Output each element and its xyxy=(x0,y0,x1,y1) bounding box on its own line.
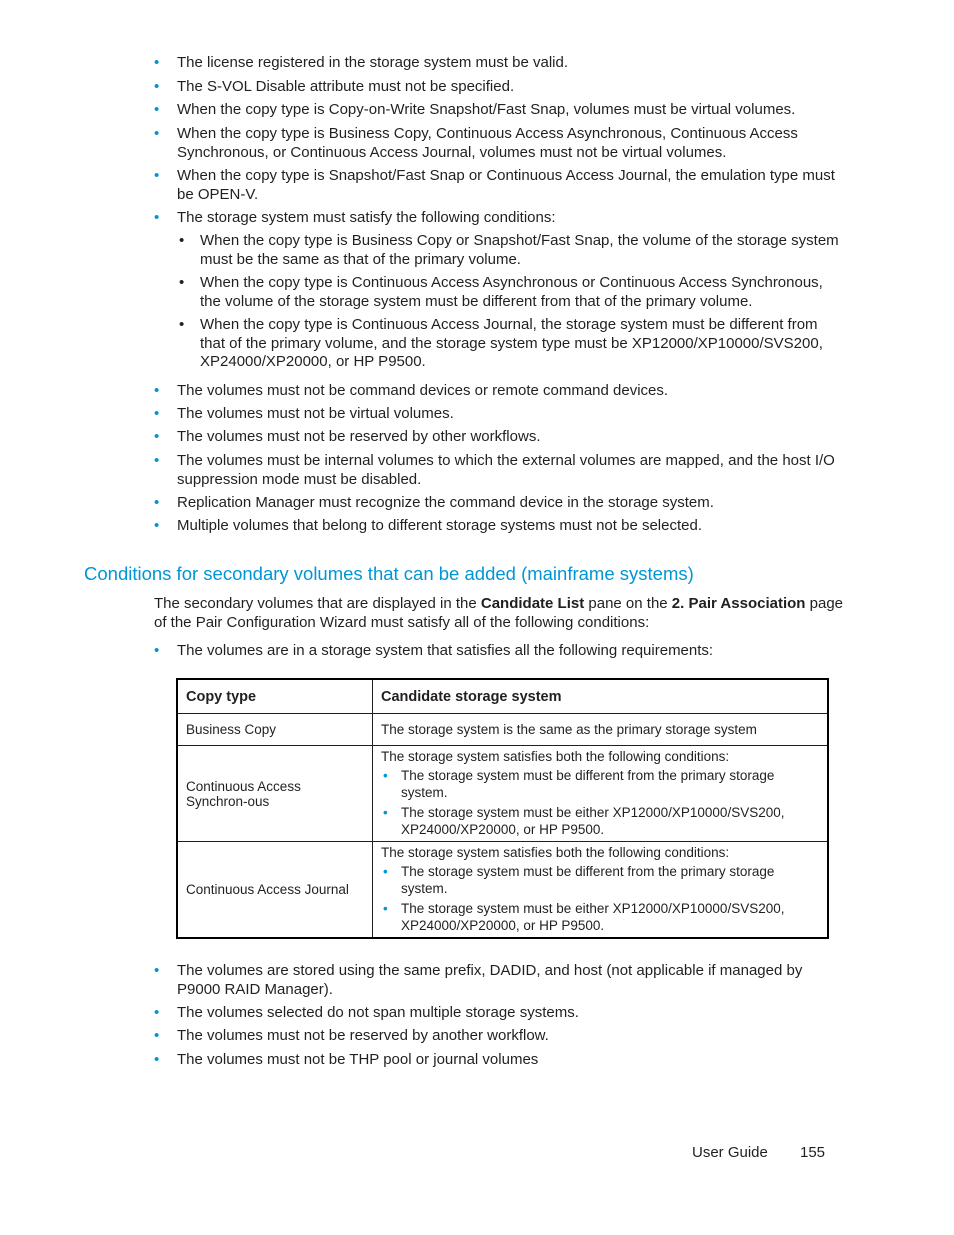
cell-lead-text: The storage system satisfies both the following conditions: xyxy=(381,845,730,860)
list-item: • The volumes must not be reserved by another workflow. xyxy=(154,1027,549,1044)
bullet-icon: • xyxy=(383,805,388,820)
section-heading: Conditions for secondary volumes that can be added (mainframe systems) xyxy=(84,563,694,584)
bullet-icon: • xyxy=(179,274,185,291)
cell-list-item: • The storage system must be different from the primary storage system. xyxy=(383,864,775,896)
cell-list-item: • The storage system must be either XP12000/XP10000/SVS200, XP24000/XP20000, or HP P9500. xyxy=(383,901,785,933)
column-header-candidate-storage: Candidate storage system xyxy=(373,679,829,714)
copy-type-cell: Continuous Access Journal xyxy=(177,842,373,939)
copy-type-table xyxy=(176,678,829,939)
list-item: • The S-VOL Disable attribute must not be specified. xyxy=(154,78,515,95)
cell-list-item: • The storage system must be either XP12000/XP10000/SVS200, XP24000/XP20000, or HP P9500. xyxy=(383,805,785,837)
page-number: 155 xyxy=(800,1144,826,1161)
bullet-icon: • xyxy=(154,1051,160,1068)
list-item: • The volumes must be internal volumes to which the external volumes are mapped, and the host I/O suppression mode must be disabled. xyxy=(154,452,835,488)
bullet-icon: • xyxy=(154,494,160,511)
list-item: • The volumes selected do not span multiple storage systems. xyxy=(154,1004,579,1021)
cell-conditions-list xyxy=(381,863,819,934)
bullet-icon: • xyxy=(383,768,388,783)
list-item: • The storage system must satisfy the following conditions: xyxy=(154,209,556,226)
cell-lead-text: The storage system satisfies both the following conditions: xyxy=(381,749,730,764)
bullet-icon: • xyxy=(383,864,388,879)
bullet-icon: • xyxy=(154,517,160,534)
cell-list-item: • The storage system must be different from the primary storage system. xyxy=(383,768,775,800)
sub-list-item: • When the copy type is Business Copy or Snapshot/Fast Snap, the volume of the storage system must be the same as that of the primary volume. xyxy=(179,232,839,268)
candidate-cell xyxy=(373,746,829,842)
candidate-cell xyxy=(373,842,829,939)
sub-list-item: • When the copy type is Continuous Access Journal, the storage system must be different from that of the primary volume, and the storage system type must be XP12000/XP10000/SVS200, XP24000/XP20000, or HP P9500. xyxy=(179,316,823,370)
list-item: • The volumes are stored using the same prefix, DADID, and host (not applicable if managed by P9000 RAID Manager). xyxy=(154,962,803,998)
bullet-icon: • xyxy=(383,901,388,916)
bullet-icon: • xyxy=(154,452,160,469)
bullet-icon: • xyxy=(154,405,160,422)
table-row xyxy=(177,842,828,939)
bullet-icon: • xyxy=(154,642,160,659)
column-header-copy-type: Copy type xyxy=(177,679,373,714)
list-item: • The volumes must not be virtual volumes. xyxy=(154,405,454,422)
pair-association-term: 2. Pair Association xyxy=(671,595,806,612)
copy-type-cell: Business Copy xyxy=(177,714,373,746)
bullet-icon: • xyxy=(154,1004,160,1021)
list-item: • The license registered in the storage system must be valid. xyxy=(154,54,569,71)
list-item: • The volumes must not be command devices or remote command devices. xyxy=(154,382,669,399)
candidate-cell: The storage system is the same as the primary storage system xyxy=(373,714,829,746)
bullet-icon: • xyxy=(154,962,160,979)
list-item: • When the copy type is Business Copy, Continuous Access Asynchronous, Continuous Access Synchronous, or Continuous Access Journal, volumes must not be virtual volumes. xyxy=(154,125,798,161)
bullet-icon: • xyxy=(154,1027,160,1044)
list-item: • The volumes must not be reserved by other workflows. xyxy=(154,428,541,445)
bullet-icon: • xyxy=(154,428,160,445)
list-item: • Multiple volumes that belong to different storage systems must not be selected. xyxy=(154,517,702,534)
bullet-icon: • xyxy=(154,167,160,184)
list-item: • The volumes must not be THP pool or journal volumes xyxy=(154,1051,539,1068)
bullet-icon: • xyxy=(179,316,185,333)
bullet-icon: • xyxy=(154,101,160,118)
list-item: • Replication Manager must recognize the command device in the storage system. xyxy=(154,494,714,511)
bullet-icon: • xyxy=(154,125,160,142)
cell-conditions-list xyxy=(381,767,819,838)
bullet-icon: • xyxy=(154,54,160,71)
bullet-icon: • xyxy=(154,78,160,95)
list-item: • The volumes are in a storage system that satisfies all the following requirements: xyxy=(154,642,714,659)
sub-list-item: • When the copy type is Continuous Access Asynchronous or Continuous Access Synchronous, the volume of the storage system must be different from that of the primary volume. xyxy=(179,274,823,310)
bullet-icon: • xyxy=(154,382,160,399)
table-row xyxy=(177,714,828,746)
bullet-icon: • xyxy=(154,209,160,226)
list-item: • When the copy type is Snapshot/Fast Snap or Continuous Access Journal, the emulation type must be OPEN-V. xyxy=(154,167,835,203)
list-item: • When the copy type is Copy-on-Write Snapshot/Fast Snap, volumes must be virtual volumes. xyxy=(154,101,796,118)
bullet-icon: • xyxy=(179,232,185,249)
footer-label: User Guide xyxy=(692,1144,768,1161)
section-intro: The secondary volumes that are displayed in the Candidate List pane on the 2. Pair Association page of the Pair Configuration Wizard must satisfy all of the following conditions: xyxy=(154,595,844,631)
table-header-row xyxy=(177,679,828,714)
copy-type-cell: Continuous Access Synchron-ous xyxy=(177,746,373,842)
table-row xyxy=(177,746,828,842)
candidate-list-term: Candidate List xyxy=(480,595,585,612)
